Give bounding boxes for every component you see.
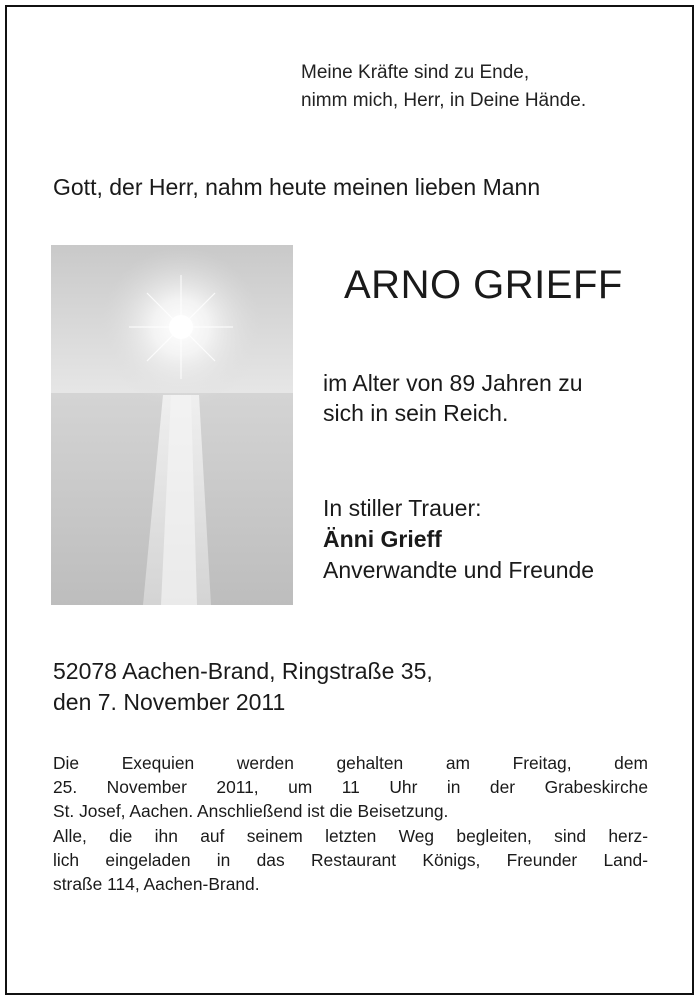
intro-text: Gott, der Herr, nahm heute meinen lieben Mann — [53, 174, 541, 200]
death-notice — [5, 5, 694, 995]
age-line-1: im Alter von 89 Jahren zu — [323, 370, 583, 396]
invitation-line-1: Alle, die ihn auf seinem letzten Weg begleiten, sind herz- — [53, 826, 648, 846]
service-details — [53, 751, 648, 823]
address-date: den 7. November 2011 — [53, 689, 286, 715]
age-line-2: sich in sein Reich. — [323, 400, 509, 426]
motto-line-1: Meine Kräfte sind zu Ende, — [301, 62, 530, 83]
mourners-heading: In stiller Trauer: — [323, 495, 482, 521]
mourners-block — [323, 493, 594, 586]
other-mourners: Anverwandte und Freunde — [323, 557, 595, 583]
invitation-details — [53, 824, 648, 896]
service-line-3: St. Josef, Aachen. Anschließend ist die Beisetzung. — [53, 801, 449, 821]
motto-line-2: nimm mich, Herr, in Deine Hände. — [301, 90, 587, 111]
motto-verse — [301, 59, 586, 115]
age-text — [323, 368, 583, 428]
address-line-1: 52078 Aachen-Brand, Ringstraße 35, — [53, 658, 433, 684]
deceased-name: ARNO GRIEFF — [344, 263, 623, 307]
invitation-line-3: straße 114, Aachen-Brand. — [53, 874, 260, 894]
invitation-line-2: lich eingeladen in das Restaurant Königs, Freunder Land- — [53, 850, 648, 870]
service-line-1: Die Exequien werden gehalten am Freitag, dem — [53, 753, 648, 773]
service-line-2: 25. November 2011, um 11 Uhr in der Grabeskirche — [53, 777, 648, 797]
sun-over-sea-photo — [51, 245, 293, 605]
spouse-name: Änni Grieff — [323, 526, 442, 552]
address-block — [53, 656, 433, 718]
